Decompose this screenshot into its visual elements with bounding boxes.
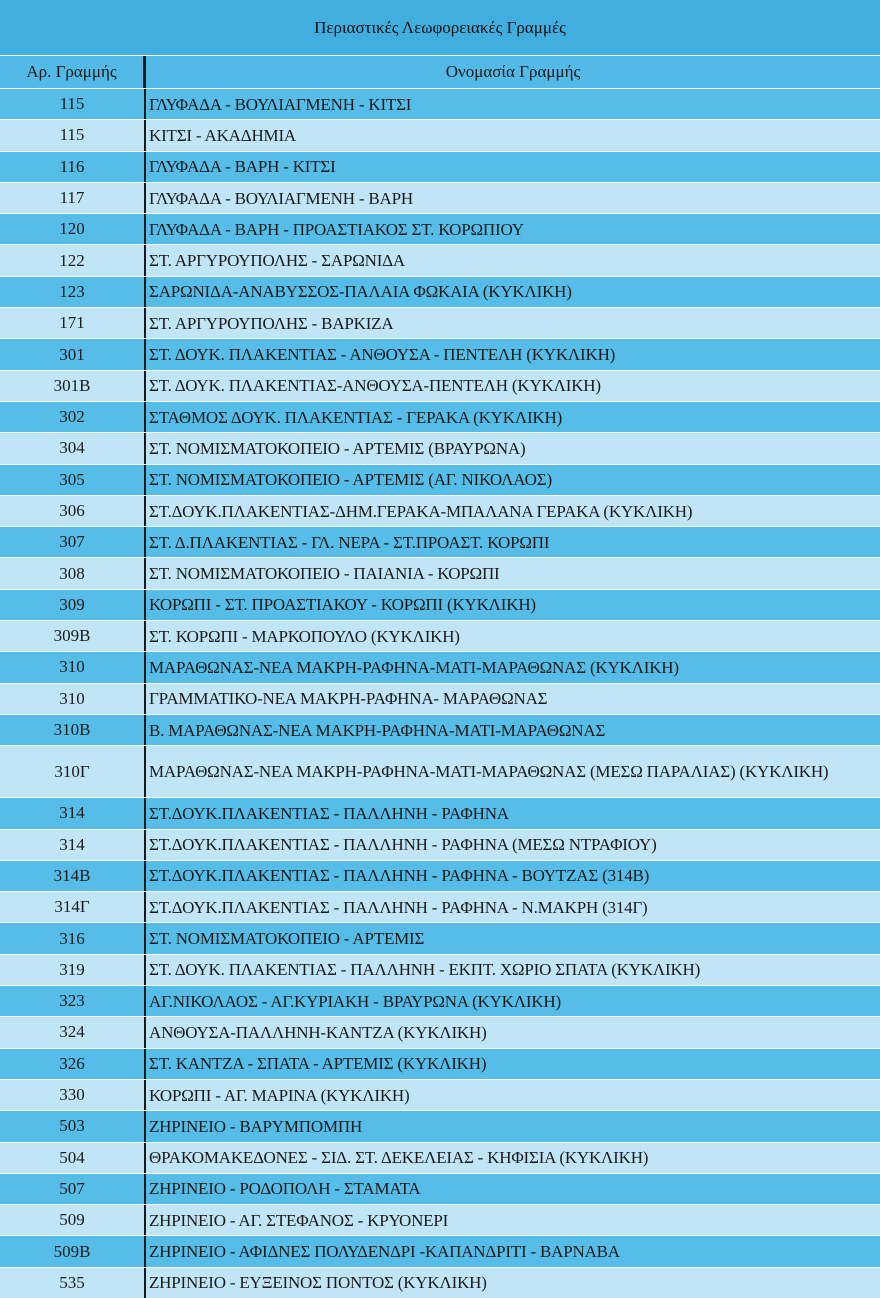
- line-number-cell: 503: [0, 1111, 146, 1141]
- table-title: [0, 0, 880, 55]
- table-row: [0, 651, 880, 682]
- line-name-cell: ΚΙΤΣΙ - ΑΚΑΔΗΜΙΑ: [149, 125, 296, 145]
- line-name-cell: ΣΤ.ΔΟΥΚ.ΠΛΑΚΕΝΤΙΑΣ - ΠΑΛΛΗΝΗ - ΡΑΦΗΝΑ - ΒΟΥΤΖΑΣ (314Β): [149, 866, 650, 886]
- table-row: [0, 338, 880, 369]
- table-row: [0, 922, 880, 953]
- line-name-cell: ΓΛΥΦΑΔΑ - ΒΟΥΛΙΑΓΜΕΝΗ - ΒΑΡΗ: [149, 188, 413, 208]
- line-number-cell: 309: [0, 590, 146, 620]
- line-number-cell: 310: [0, 652, 146, 682]
- line-number-cell: 305: [0, 465, 146, 495]
- line-name-cell: ΣΤ.ΔΟΥΚ.ΠΛΑΚΕΝΤΙΑΣ - ΠΑΛΛΗΝΗ - ΡΑΦΗΝΑ (ΜΕΣΩ ΝΤΡΑΦΙΟΥ): [149, 835, 657, 855]
- line-name-cell: ΜΑΡΑΘΩΝΑΣ-ΝΕΑ ΜΑΚΡΗ-ΡΑΦΗΝΑ-ΜΑΤΙ-ΜΑΡΑΘΩΝΑΣ (ΚΥΚΛΙΚΗ): [149, 657, 679, 677]
- table-row: [0, 1267, 880, 1298]
- line-number-cell: 324: [0, 1017, 146, 1047]
- table-row: [0, 1110, 880, 1141]
- table-header-row: [0, 55, 880, 88]
- line-number-cell: 314Γ: [0, 892, 146, 922]
- line-number-cell: 330: [0, 1080, 146, 1110]
- line-name-cell: ΑΝΘΟΥΣΑ-ΠΑΛΛΗΝΗ-ΚΑΝΤΖΑ (ΚΥΚΛΙΚΗ): [149, 1022, 487, 1042]
- table-row: [0, 1016, 880, 1047]
- line-name-cell: ΣΤ. ΔΟΥΚ. ΠΛΑΚΕΝΤΙΑΣ - ΠΑΛΛΗΝΗ - ΕΚΠΤ. ΧΩΡΙΟ ΣΠΑΤΑ (ΚΥΚΛΙΚΗ): [149, 960, 701, 980]
- table-row: [0, 1048, 880, 1079]
- table-row: [0, 307, 880, 338]
- line-number-cell: 314Β: [0, 861, 146, 891]
- line-name-cell: ΓΛΥΦΑΔΑ - ΒΟΥΛΙΑΓΜΕΝΗ - ΚΙΤΣΙ: [149, 94, 412, 114]
- line-name-cell: ΣΤ.ΔΟΥΚ.ΠΛΑΚΕΝΤΙΑΣ - ΠΑΛΛΗΝΗ - ΡΑΦΗΝΑ - Ν.ΜΑΚΡΗ (314Γ): [149, 897, 648, 917]
- line-number-cell: 122: [0, 245, 146, 275]
- table-body: [0, 88, 880, 1298]
- line-name-cell: ΖΗΡΙΝΕΙΟ - ΡΟΔΟΠΟΛΗ - ΣΤΑΜΑΤΑ: [149, 1179, 421, 1199]
- line-number-cell: 509Β: [0, 1236, 146, 1266]
- table-row: [0, 88, 880, 119]
- table-row: [0, 860, 880, 891]
- line-name-cell: ΑΓ.ΝΙΚΟΛΑΟΣ - ΑΓ.ΚΥΡΙΑΚΗ - ΒΡΑΥΡΩΝΑ (ΚΥΚΛΙΚΗ): [149, 991, 561, 1011]
- line-number-cell: 116: [0, 152, 146, 182]
- table-row: [0, 1142, 880, 1173]
- table-row: [0, 526, 880, 557]
- line-number-cell: 319: [0, 955, 146, 985]
- line-number-cell: 310Β: [0, 715, 146, 745]
- line-name-cell: ΣΤ.ΔΟΥΚ.ΠΛΑΚΕΝΤΙΑΣ-ΔΗΜ.ΓΕΡΑΚΑ-ΜΠΑΛΑΝΑ ΓΕΡΑΚΑ (ΚΥΚΛΙΚΗ): [149, 501, 693, 521]
- line-name-cell: ΣΤ. ΚΑΝΤΖΑ - ΣΠΑΤΑ - ΑΡΤΕΜΙΣ (ΚΥΚΛΙΚΗ): [149, 1054, 487, 1074]
- line-name-cell: ΖΗΡΙΝΕΙΟ - ΕΥΞΕΙΝΟΣ ΠΟΝΤΟΣ (ΚΥΚΛΙΚΗ): [149, 1273, 487, 1293]
- line-number-cell: 314: [0, 830, 146, 860]
- table-row: [0, 151, 880, 182]
- line-number-cell: 509: [0, 1205, 146, 1235]
- table-row: [0, 182, 880, 213]
- line-number-cell: 302: [0, 402, 146, 432]
- line-name-cell: ΖΗΡΙΝΕΙΟ - ΑΓ. ΣΤΕΦΑΝΟΣ - ΚΡΥΟΝΕΡΙ: [149, 1210, 449, 1230]
- line-number-cell: 316: [0, 923, 146, 953]
- line-number-cell: 171: [0, 308, 146, 338]
- line-name-cell: ΘΡΑΚΟΜΑΚΕΔΟΝΕΣ - ΣΙΔ. ΣΤ. ΔΕΚΕΛΕΙΑΣ - ΚΗΦΙΣΙΑ (ΚΥΚΛΙΚΗ): [149, 1148, 649, 1168]
- line-number-cell: 115: [0, 89, 146, 119]
- line-name-cell: ΣΑΡΩΝΙΔΑ-ΑΝΑΒΥΣΣΟΣ-ΠΑΛΑΙΑ ΦΩΚΑΙΑ (ΚΥΚΛΙΚΗ): [149, 282, 572, 302]
- table-row: [0, 213, 880, 244]
- line-name-cell: ΣΤΑΘΜΟΣ ΔΟΥΚ. ΠΛΑΚΕΝΤΙΑΣ - ΓΕΡΑΚΑ (ΚΥΚΛΙΚΗ): [149, 407, 563, 427]
- line-number-cell: 507: [0, 1174, 146, 1204]
- table-row: [0, 589, 880, 620]
- table-row: [0, 714, 880, 745]
- table-row: [0, 620, 880, 651]
- table-row: [0, 276, 880, 307]
- table-row: [0, 829, 880, 860]
- line-name-cell: ΣΤ. ΔΟΥΚ. ΠΛΑΚΕΝΤΙΑΣ-ΑΝΘΟΥΣΑ-ΠΕΝΤΕΛΗ (ΚΥΚΛΙΚΗ): [149, 376, 601, 396]
- line-name-cell: ΓΡΑΜΜΑΤΙΚΟ-ΝΕΑ ΜΑΚΡΗ-ΡΑΦΗΝΑ- ΜΑΡΑΘΩΝΑΣ: [149, 689, 548, 709]
- line-name-cell: Β. ΜΑΡΑΘΩΝΑΣ-ΝΕΑ ΜΑΚΡΗ-ΡΑΦΗΝΑ-ΜΑΤΙ-ΜΑΡΑΘΩΝΑΣ: [149, 720, 606, 740]
- line-number-cell: 310: [0, 684, 146, 714]
- line-number-cell: 304: [0, 433, 146, 463]
- line-number-cell: 117: [0, 183, 146, 213]
- line-name-cell: ΚΟΡΩΠΙ - ΣΤ. ΠΡΟΑΣΤΙΑΚΟΥ - ΚΟΡΩΠΙ (ΚΥΚΛΙΚΗ): [149, 595, 536, 615]
- table-title-text: Περιαστικές Λεωφορειακές Γραμμές: [314, 17, 566, 37]
- line-name-cell: ΣΤ. ΝΟΜΙΣΜΑΤΟΚΟΠΕΙΟ - ΠΑΙΑΝΙΑ - ΚΟΡΩΠΙ: [149, 564, 500, 584]
- line-number-cell: 115: [0, 120, 146, 150]
- line-number-cell: 307: [0, 527, 146, 557]
- line-number-cell: 310Γ: [0, 746, 146, 797]
- table-row: [0, 401, 880, 432]
- table-row: [0, 1204, 880, 1235]
- table-row: [0, 557, 880, 588]
- line-number-cell: 314: [0, 798, 146, 828]
- line-name-cell: ΣΤ. ΑΡΓΥΡΟΥΠΟΛΗΣ - ΣΑΡΩΝΙΔΑ: [149, 251, 405, 271]
- line-name-cell: ΣΤ. ΝΟΜΙΣΜΑΤΟΚΟΠΕΙΟ - ΑΡΤΕΜΙΣ (ΒΡΑΥΡΩΝΑ): [149, 438, 526, 458]
- line-name-cell: ΣΤ. ΝΟΜΙΣΜΑΤΟΚΟΠΕΙΟ - ΑΡΤΕΜΙΣ: [149, 929, 425, 949]
- line-name-cell: ΖΗΡΙΝΕΙΟ - ΑΦΙΔΝΕΣ ΠΟΛΥΔΕΝΔΡΙ -ΚΑΠΑΝΔΡΙΤΙ - ΒΑΡΝΑΒΑ: [149, 1242, 620, 1262]
- line-number-cell: 123: [0, 277, 146, 307]
- line-name-cell: ΖΗΡΙΝΕΙΟ - ΒΑΡΥΜΠΟΜΠΗ: [149, 1116, 363, 1136]
- table-row: [0, 1079, 880, 1110]
- line-name-cell: ΣΤ. ΚΟΡΩΠΙ - ΜΑΡΚΟΠΟΥΛΟ (ΚΥΚΛΙΚΗ): [149, 626, 460, 646]
- table-row: [0, 985, 880, 1016]
- table-row: [0, 244, 880, 275]
- header-line-number: Αρ. Γραμμής: [0, 56, 146, 88]
- line-number-cell: 535: [0, 1268, 146, 1298]
- line-name-cell: ΣΤ. ΑΡΓΥΡΟΥΠΟΛΗΣ - ΒΑΡΚΙΖΑ: [149, 313, 394, 333]
- table-row: [0, 954, 880, 985]
- line-number-cell: 306: [0, 496, 146, 526]
- table-row: [0, 370, 880, 401]
- table-row: [0, 1173, 880, 1204]
- table-row: [0, 891, 880, 922]
- table-row: [0, 1235, 880, 1266]
- table-row: [0, 432, 880, 463]
- table-row: [0, 797, 880, 828]
- line-number-cell: 323: [0, 986, 146, 1016]
- line-name-cell: ΓΛΥΦΑΔΑ - ΒΑΡΗ - ΚΙΤΣΙ: [149, 157, 336, 177]
- table-row: [0, 119, 880, 150]
- table-row: [0, 464, 880, 495]
- line-name-cell: ΓΛΥΦΑΔΑ - ΒΑΡΗ - ΠΡΟΑΣΤΙΑΚΟΣ ΣΤ. ΚΟΡΩΠΙΟΥ: [149, 219, 524, 239]
- header-line-name: Ονομασία Γραμμής: [445, 62, 581, 81]
- line-number-cell: 120: [0, 214, 146, 244]
- line-number-cell: 326: [0, 1049, 146, 1079]
- line-name-cell: ΣΤ.ΔΟΥΚ.ΠΛΑΚΕΝΤΙΑΣ - ΠΑΛΛΗΝΗ - ΡΑΦΗΝΑ: [149, 803, 509, 823]
- line-name-cell: ΣΤ. Δ.ΠΛΑΚΕΝΤΙΑΣ - ΓΛ. ΝΕΡΑ - ΣΤ.ΠΡΟΑΣΤ. ΚΟΡΩΠΙ: [149, 532, 550, 552]
- line-name-cell: ΚΟΡΩΠΙ - ΑΓ. ΜΑΡΙΝΑ (ΚΥΚΛΙΚΗ): [149, 1085, 410, 1105]
- line-name-cell: ΣΤ. ΝΟΜΙΣΜΑΤΟΚΟΠΕΙΟ - ΑΡΤΕΜΙΣ (ΑΓ. ΝΙΚΟΛΑΟΣ): [149, 470, 552, 490]
- line-number-cell: 301: [0, 339, 146, 369]
- line-number-cell: 309Β: [0, 621, 146, 651]
- line-number-cell: 308: [0, 558, 146, 588]
- line-name-cell: ΜΑΡΑΘΩΝΑΣ-ΝΕΑ ΜΑΚΡΗ-ΡΑΦΗΝΑ-ΜΑΤΙ-ΜΑΡΑΘΩΝΑΣ (ΜΕΣΩ ΠΑΡΑΛΙΑΣ) (ΚΥΚΛΙΚΗ): [149, 762, 829, 782]
- line-number-cell: 504: [0, 1143, 146, 1173]
- table-row: [0, 745, 880, 797]
- line-name-cell: ΣΤ. ΔΟΥΚ. ΠΛΑΚΕΝΤΙΑΣ - ΑΝΘΟΥΣΑ - ΠΕΝΤΕΛΗ (ΚΥΚΛΙΚΗ): [149, 345, 616, 365]
- table-row: [0, 495, 880, 526]
- line-number-cell: 301Β: [0, 371, 146, 401]
- table-row: [0, 683, 880, 714]
